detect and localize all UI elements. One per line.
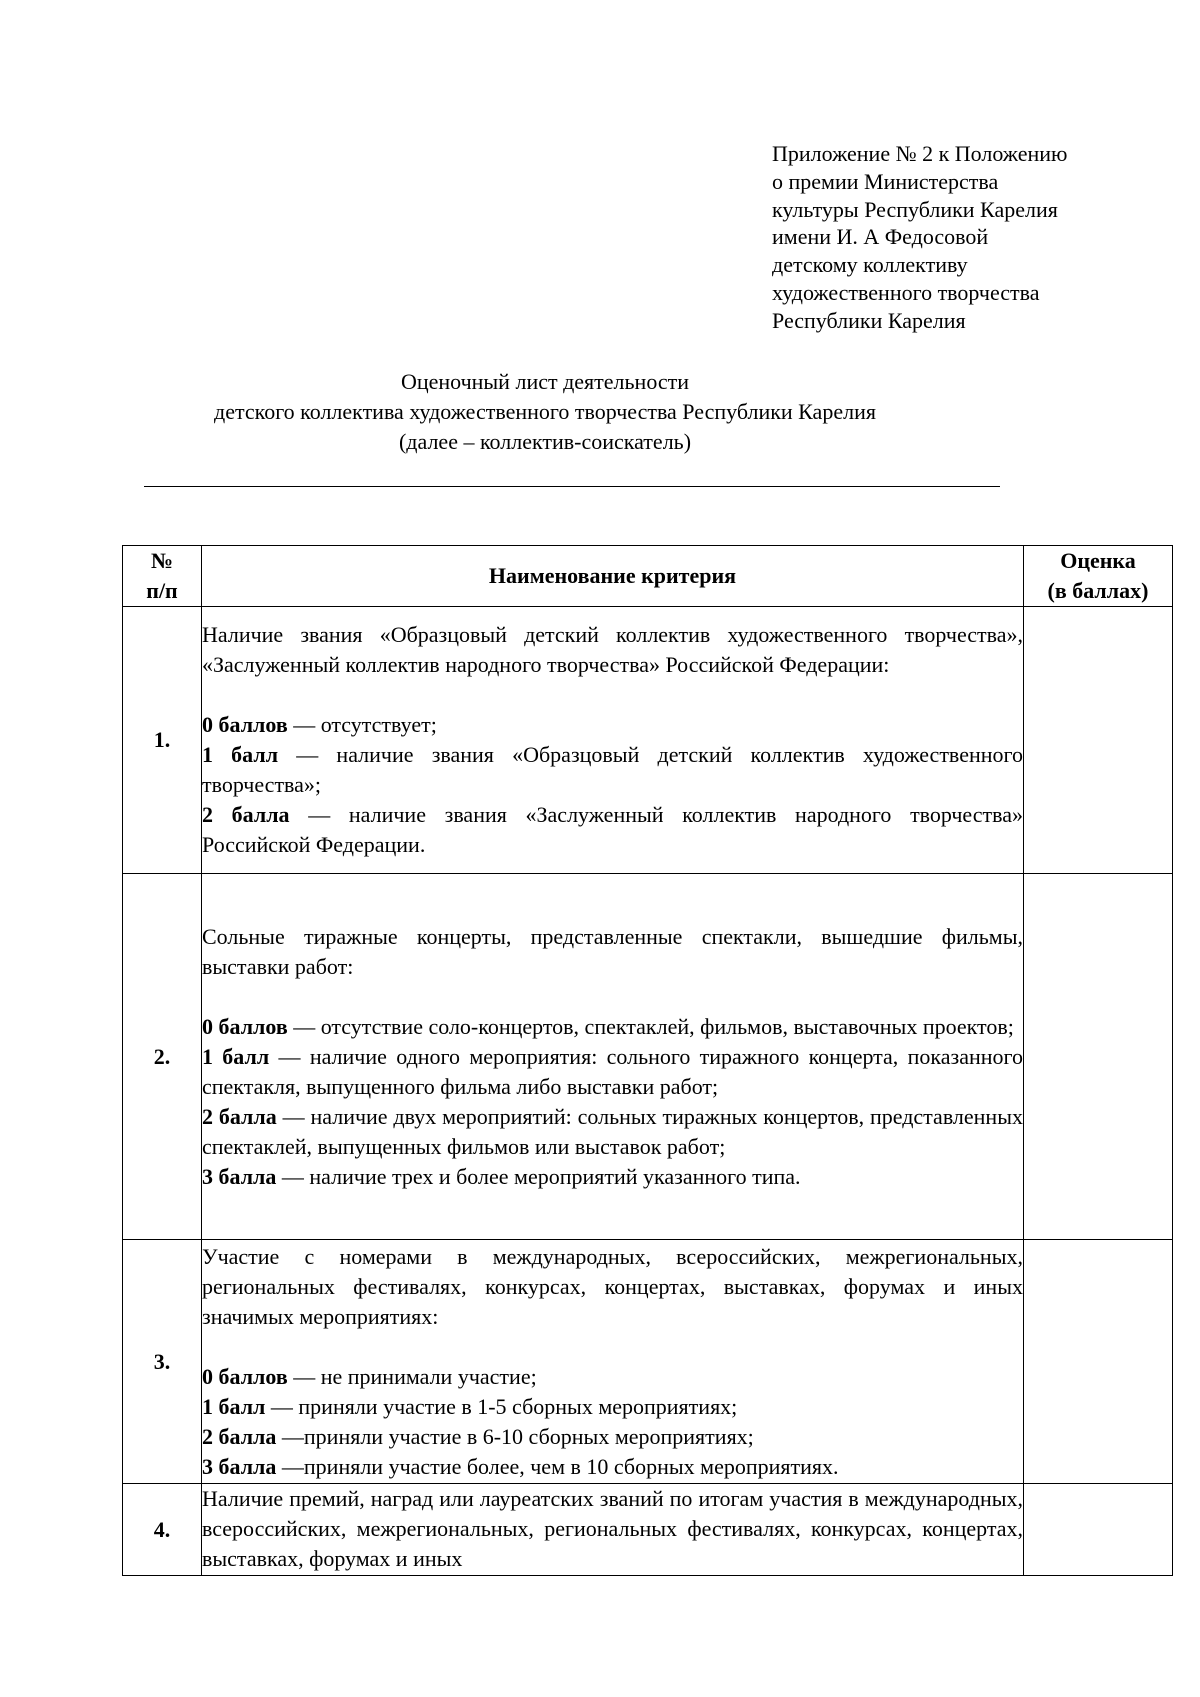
row-number: 2. — [123, 874, 202, 1240]
score-option — [202, 710, 1023, 740]
header-score-line: (в баллах) — [1047, 578, 1149, 603]
table-row — [123, 1240, 1173, 1484]
score-option-points: 1 балл — [202, 1043, 270, 1069]
name-underline — [144, 486, 1000, 487]
criterion-intro: Наличие премий, наград или лауреатских званий по итогам участия в международных, всероссийских, межрегиональных, региональных фестивалях, конкурсах, концертах, выставках, форумах и иных — [202, 1486, 1023, 1571]
score-option-text: — отсутствие соло-концертов, спектаклей, фильмов, выставочных проектов; — [287, 1013, 1014, 1039]
score-option — [202, 1102, 1023, 1162]
score-option-text: — наличие звания «Заслуженный коллектив народного творчества» Российской Федерации. — [202, 802, 1023, 857]
header-criterion: Наименование критерия — [202, 546, 1024, 607]
score-option-points: 0 баллов — [202, 1013, 288, 1039]
score-option — [202, 800, 1023, 860]
header-number — [123, 546, 202, 607]
score-cell[interactable] — [1024, 1484, 1173, 1576]
score-option — [202, 1392, 1023, 1422]
score-cell[interactable] — [1024, 607, 1173, 874]
row-number: 3. — [123, 1240, 202, 1484]
table-row — [123, 1484, 1173, 1576]
title-line: детского коллектива художественного творчества Республики Карелия — [214, 399, 876, 424]
criterion-intro: Участие с номерами в международных, всероссийских, межрегиональных, региональных фестивалях, конкурсах, концертах, выставках, форумах и иных значимых мероприятиях: — [202, 1243, 1023, 1329]
row-number: 1. — [123, 607, 202, 874]
score-option-text: — наличие двух мероприятий: сольных тиражных концертов, представленных спектаклей, выпущенных фильмов или выставок работ; — [202, 1103, 1023, 1159]
score-cell[interactable] — [1024, 1240, 1173, 1484]
score-option-text: — наличие звания «Образцовый детский коллектив художественного творчества»; — [202, 742, 1023, 797]
score-option-points: 0 баллов — [202, 1363, 288, 1389]
criterion-description — [202, 1240, 1024, 1484]
score-option — [202, 1422, 1023, 1452]
score-option-text: — не принимали участие; — [287, 1363, 537, 1389]
criterion-description — [202, 874, 1024, 1240]
appendix-line: имени И. А Федосовой — [772, 224, 989, 250]
row-number: 4. — [123, 1484, 202, 1576]
score-option-points: 2 балла — [202, 802, 290, 827]
score-option-points: 1 балл — [202, 742, 279, 767]
appendix-line: художественного творчества — [772, 279, 1040, 305]
score-option — [202, 1362, 1023, 1392]
header-number-line: № — [150, 548, 174, 573]
title-line: (далее – коллектив-соискатель) — [398, 429, 692, 454]
table-header-row — [123, 546, 1173, 607]
appendix-line: Приложение № 2 к Положению — [772, 141, 1068, 166]
title-line: Оценочный лист деятельности — [400, 369, 690, 394]
score-option — [202, 740, 1023, 800]
score-option-points: 3 балла — [202, 1163, 277, 1189]
document-title — [120, 367, 1180, 457]
criteria-table — [122, 545, 1173, 1576]
appendix-line: детскому коллективу — [772, 252, 968, 278]
score-option — [202, 1012, 1023, 1042]
criterion-intro: Наличие звания «Образцовый детский коллектив художественного творчества», «Заслуженный коллектив народного творчества» Российской Федерации: — [202, 622, 1023, 677]
score-option-points: 2 балла — [202, 1423, 277, 1449]
score-option — [202, 1042, 1023, 1102]
score-cell[interactable] — [1024, 874, 1173, 1240]
criterion-description — [202, 607, 1024, 874]
header-number-line: п/п — [146, 578, 178, 603]
score-option-text: — приняли участие в 1-5 сборных мероприятиях; — [265, 1393, 738, 1419]
score-option-points: 2 балла — [202, 1103, 277, 1129]
table-row — [123, 874, 1173, 1240]
score-option — [202, 1452, 1023, 1482]
criterion-description — [202, 1484, 1024, 1576]
criterion-intro: Сольные тиражные концерты, представленные спектакли, вышедшие фильмы, выставки работ: — [202, 923, 1023, 979]
score-option-points: 1 балл — [202, 1393, 266, 1419]
table-row — [123, 607, 1173, 874]
score-option-points: 3 балла — [202, 1453, 277, 1479]
score-option-text: — отсутствует; — [287, 712, 437, 737]
score-option-text: —приняли участие более, чем в 10 сборных мероприятиях. — [276, 1453, 839, 1479]
score-option-points: 0 баллов — [202, 712, 288, 737]
appendix-line: культуры Республики Карелия — [772, 196, 1058, 222]
header-score — [1024, 546, 1173, 607]
score-option — [202, 1162, 1023, 1192]
score-option-text: — наличие одного мероприятия: сольного тиражного концерта, показанного спектакля, выпущенного фильма либо выставки работ; — [202, 1043, 1023, 1099]
appendix-line: Республики Карелия — [772, 307, 966, 333]
score-option-text: —приняли участие в 6-10 сборных мероприятиях; — [276, 1423, 754, 1449]
score-option-text: — наличие трех и более мероприятий указанного типа. — [276, 1163, 801, 1189]
appendix-note — [772, 140, 1172, 335]
appendix-line: о премии Министерства — [772, 168, 999, 194]
header-score-line: Оценка — [1060, 548, 1136, 573]
